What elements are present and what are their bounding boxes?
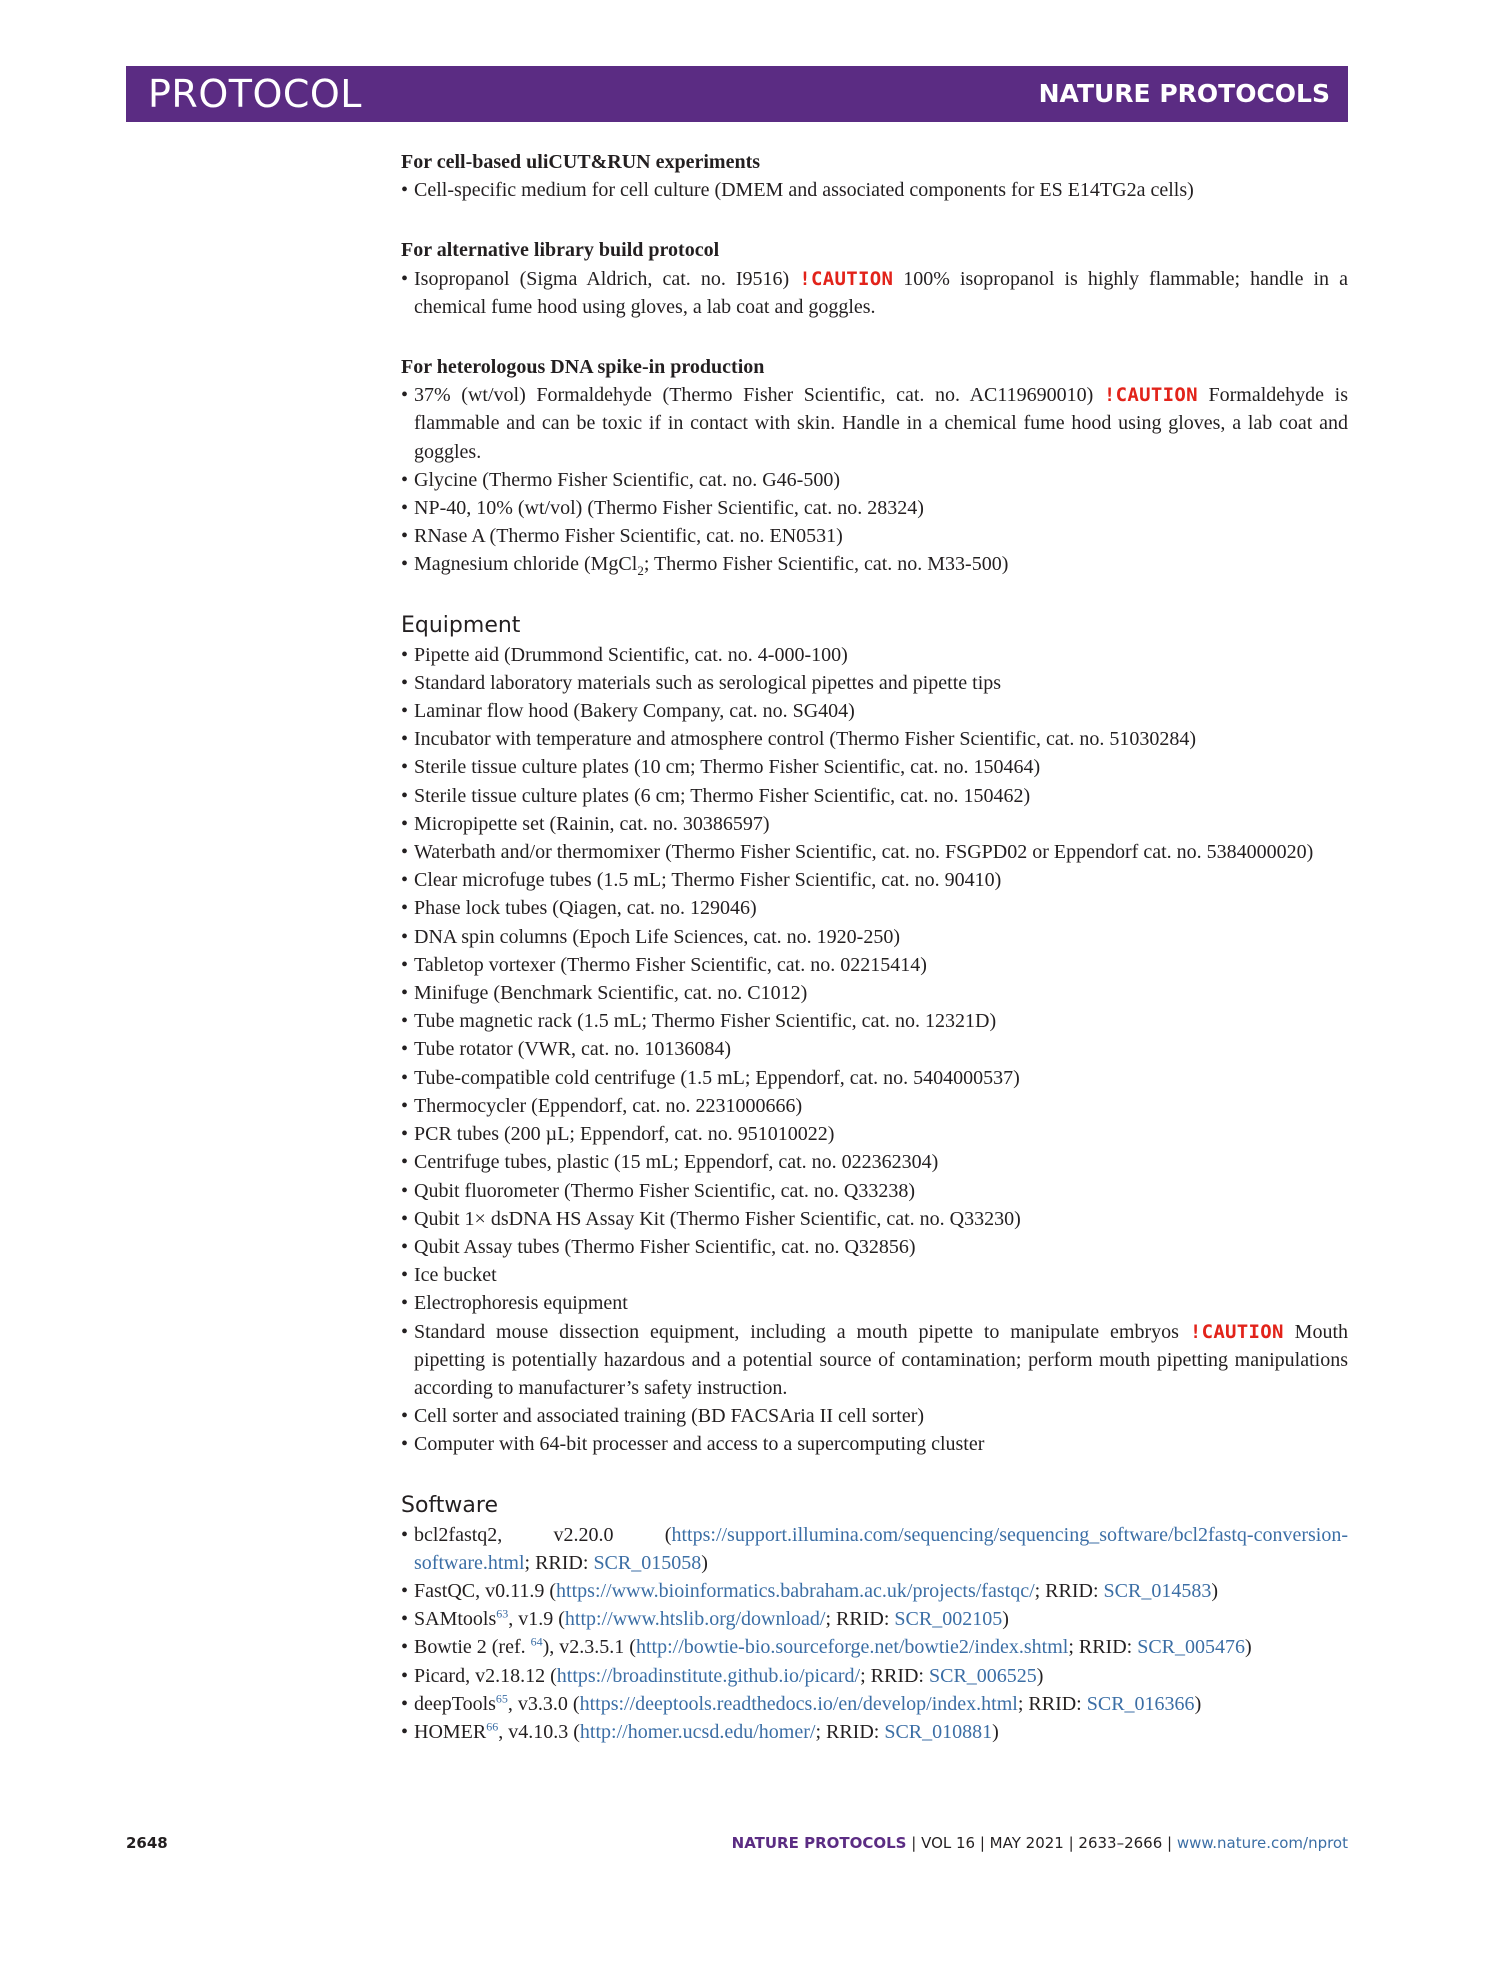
reference-link[interactable]: 66 (486, 1719, 499, 1734)
item-text: Standard mouse dissection equipment, including a mouth pipette to manipulate embryos (414, 1320, 1190, 1343)
equipment-list (401, 641, 1348, 1459)
url-link[interactable]: http://www.htslib.org/download/ (564, 1608, 826, 1631)
item-text: HOMER (414, 1720, 487, 1743)
rrid-link[interactable]: SCR_005476 (1137, 1636, 1246, 1659)
caution-label: !CAUTION (1103, 384, 1198, 407)
reference-link[interactable]: 64 (530, 1634, 543, 1649)
section-label: PROTOCOL (148, 72, 362, 116)
list-item: • Glycine (Thermo Fisher Scientific, cat. no. G46-500) (401, 466, 1348, 494)
reference-link[interactable]: 65 (495, 1691, 508, 1706)
item-text: , v4.10.3 ( (498, 1720, 580, 1743)
software-heading: Software (401, 1492, 498, 1518)
url-link[interactable]: http://bowtie-bio.sourceforge.net/bowtie2/index.shtml (635, 1636, 1069, 1659)
cell-based-heading: For cell-based uliCUT&RUN experiments (401, 151, 761, 173)
journal-info (732, 1834, 1348, 1852)
list-item: • Tube magnetic rack (1.5 mL; Thermo Fisher Scientific, cat. no. 12321D) (401, 1007, 1348, 1035)
list-item: • Standard laboratory materials such as serological pipettes and pipette tips (401, 669, 1348, 697)
item-text: Formaldehyde is flammable and can be toxic if in contact with skin. Handle in a chemical fume hood using gloves, a lab coat and goggles. (414, 384, 1348, 463)
item-text: Bowtie 2 (ref. (414, 1636, 531, 1659)
item-text: ) (1002, 1608, 1009, 1631)
rrid-link[interactable]: SCR_014583 (1103, 1579, 1212, 1602)
rrid-link[interactable]: SCR_016366 (1086, 1692, 1195, 1715)
heterologous-section (401, 353, 1348, 579)
item-text: Mouth pipetting is potentially hazardous and a potential source of contamination; perform mouth pipetting manipulations according to manufacturer’s safety instruction. (414, 1320, 1349, 1399)
item-text: SAMtools (414, 1608, 497, 1631)
item-text: ; RRID: (815, 1720, 885, 1743)
item-text: ; RRID: (1068, 1636, 1138, 1659)
list-item: • Minifuge (Benchmark Scientific, cat. no. C1012) (401, 979, 1348, 1007)
list-item: • Computer with 64-bit processer and access to a supercomputing cluster (401, 1430, 1348, 1458)
list-item: • Incubator with temperature and atmosphere control (Thermo Fisher Scientific, cat. no. 51030284) (401, 725, 1348, 753)
page-content (401, 148, 1348, 1778)
list-item: • Pipette aid (Drummond Scientific, cat. no. 4-000-100) (401, 641, 1348, 669)
list-item: • Tube-compatible cold centrifuge (1.5 mL; Eppendorf, cat. no. 5404000537) (401, 1064, 1348, 1092)
list-item: • Thermocycler (Eppendorf, cat. no. 2231000666) (401, 1092, 1348, 1120)
rrid-link[interactable]: SCR_015058 (593, 1551, 702, 1574)
page-number: 2648 (126, 1834, 168, 1852)
list-item: • Cell-specific medium for cell culture (DMEM and associated components for ES E14TG2a cells) (401, 176, 1348, 204)
list-item: • Phase lock tubes (Qiagen, cat. no. 129046) (401, 894, 1348, 922)
list-item (401, 550, 1348, 578)
subscript: 2 (637, 563, 644, 579)
item-text: ), v2.3.5.1 ( (542, 1636, 636, 1659)
rrid-link[interactable]: SCR_002105 (894, 1608, 1003, 1631)
url-link[interactable]: https://deeptools.readthedocs.io/en/develop/index.html (579, 1692, 1018, 1715)
item-text: ) (992, 1720, 999, 1743)
list-item: • Sterile tissue culture plates (6 cm; Thermo Fisher Scientific, cat. no. 150462) (401, 782, 1348, 810)
list-item (401, 1521, 1348, 1577)
software-section (401, 1491, 1348, 1747)
issue-details: | VOL 16 | MAY 2021 | 2633–2666 | (906, 1834, 1177, 1852)
caution-label: !CAUTION (1189, 1320, 1284, 1343)
list-item (401, 1662, 1348, 1690)
url-link[interactable]: https://broadinstitute.github.io/picard/ (556, 1664, 861, 1687)
list-item: • Centrifuge tubes, plastic (15 mL; Eppendorf, cat. no. 022362304) (401, 1148, 1348, 1176)
url-link[interactable]: https://support.illumina.com/sequencing/sequencing_software/bcl2fastq-conversion-software.html (414, 1523, 1348, 1574)
item-text: ) (1211, 1579, 1219, 1602)
list-item: • Sterile tissue culture plates (10 cm; Thermo Fisher Scientific, cat. no. 150464) (401, 753, 1348, 781)
list-item (401, 381, 1348, 466)
list-item: • Qubit 1× dsDNA HS Assay Kit (Thermo Fisher Scientific, cat. no. Q33230) (401, 1205, 1348, 1233)
list-item: • Micropipette set (Rainin, cat. no. 30386597) (401, 810, 1348, 838)
caution-label: !CAUTION (799, 267, 894, 290)
heterologous-heading: For heterologous DNA spike-in production (401, 356, 765, 379)
item-text: ; RRID: (1017, 1692, 1087, 1715)
list-item: • PCR tubes (200 µL; Eppendorf, cat. no. 951010022) (401, 1120, 1348, 1148)
list-item (401, 1577, 1348, 1605)
item-text: , v1.9 ( (508, 1608, 565, 1631)
item-text: Picard, v2.18.12 ( (414, 1664, 557, 1687)
list-item: • Qubit fluorometer (Thermo Fisher Scientific, cat. no. Q33238) (401, 1177, 1348, 1205)
heterologous-list (401, 381, 1348, 578)
item-text: ; RRID: (524, 1551, 594, 1574)
item-text: ; RRID: (860, 1664, 929, 1687)
equipment-section (401, 611, 1348, 1459)
list-item: • RNase A (Thermo Fisher Scientific, cat. no. EN0531) (401, 522, 1348, 550)
list-item: • Ice bucket (401, 1261, 1348, 1289)
item-text: ; RRID: (825, 1608, 895, 1631)
list-item: • Laminar flow hood (Bakery Company, cat. no. SG404) (401, 697, 1348, 725)
page-footer (126, 1834, 1348, 1858)
list-item: • Clear microfuge tubes (1.5 mL; Thermo Fisher Scientific, cat. no. 90410) (401, 866, 1348, 894)
item-text: 100% isopropanol is highly flammable; handle in a chemical fume hood using gloves, a lab coat and goggles. (414, 267, 1348, 318)
list-item (401, 1605, 1348, 1633)
list-item: • Waterbath and/or thermomixer (Thermo Fisher Scientific, cat. no. FSGPD02 or Eppendorf cat. no. 5384000020) (401, 838, 1348, 866)
cell-based-section (401, 148, 1348, 204)
item-text: ) (701, 1551, 708, 1574)
list-item: • Tube rotator (VWR, cat. no. 10136084) (401, 1035, 1348, 1063)
list-item: • Qubit Assay tubes (Thermo Fisher Scientific, cat. no. Q32856) (401, 1233, 1348, 1261)
item-text: ) (1036, 1664, 1044, 1687)
item-text: FastQC, v0.11.9 ( (414, 1579, 557, 1602)
equipment-heading: Equipment (401, 612, 521, 638)
list-item: • Electrophoresis equipment (401, 1289, 1348, 1317)
list-item (401, 1718, 1348, 1746)
alt-library-list (401, 265, 1348, 321)
rrid-link[interactable]: SCR_006525 (928, 1664, 1037, 1687)
item-text: , v3.3.0 ( (507, 1692, 580, 1715)
list-item (401, 265, 1348, 321)
item-text: bcl2fastq2, v2.20.0 ( (414, 1523, 672, 1546)
journal-name: NATURE PROTOCOLS (731, 1834, 907, 1852)
item-text: ) (1245, 1636, 1252, 1659)
list-item (401, 1318, 1348, 1403)
url-link[interactable]: https://www.bioinformatics.babraham.ac.uk/projects/fastqc/ (556, 1579, 1035, 1602)
item-text: deepTools (414, 1692, 496, 1715)
alt-library-heading: For alternative library build protocol (401, 239, 720, 262)
item-text: ; RRID: (1034, 1579, 1104, 1602)
reference-link[interactable]: 63 (496, 1606, 509, 1621)
list-item: • NP-40, 10% (wt/vol) (Thermo Fisher Scientific, cat. no. 28324) (401, 494, 1348, 522)
cell-based-list (401, 176, 1348, 204)
list-item (401, 1633, 1348, 1661)
alt-library-section (401, 236, 1348, 321)
item-text: Magnesium chloride (MgCl (414, 553, 638, 576)
item-text: Isopropanol (Sigma Aldrich, cat. no. I9516) (414, 267, 800, 290)
url-link[interactable]: http://homer.ucsd.edu/homer/ (579, 1720, 816, 1743)
journal-url[interactable]: www.nature.com/nprot (1176, 1834, 1348, 1852)
rrid-link[interactable]: SCR_010881 (884, 1720, 993, 1743)
list-item: • DNA spin columns (Epoch Life Sciences, cat. no. 1920-250) (401, 923, 1348, 951)
list-item (401, 1690, 1348, 1718)
item-text: 37% (wt/vol) Formaldehyde (Thermo Fisher Scientific, cat. no. AC119690010) (414, 384, 1104, 407)
header-banner (126, 66, 1348, 122)
software-list (401, 1521, 1348, 1747)
list-item: • Tabletop vortexer (Thermo Fisher Scientific, cat. no. 02215414) (401, 951, 1348, 979)
item-text: ; Thermo Fisher Scientific, cat. no. M33-500) (643, 553, 1009, 576)
list-item: • Cell sorter and associated training (BD FACSAria II cell sorter) (401, 1402, 1348, 1430)
item-text: ) (1194, 1692, 1202, 1715)
journal-label: NATURE PROTOCOLS (1038, 79, 1330, 108)
